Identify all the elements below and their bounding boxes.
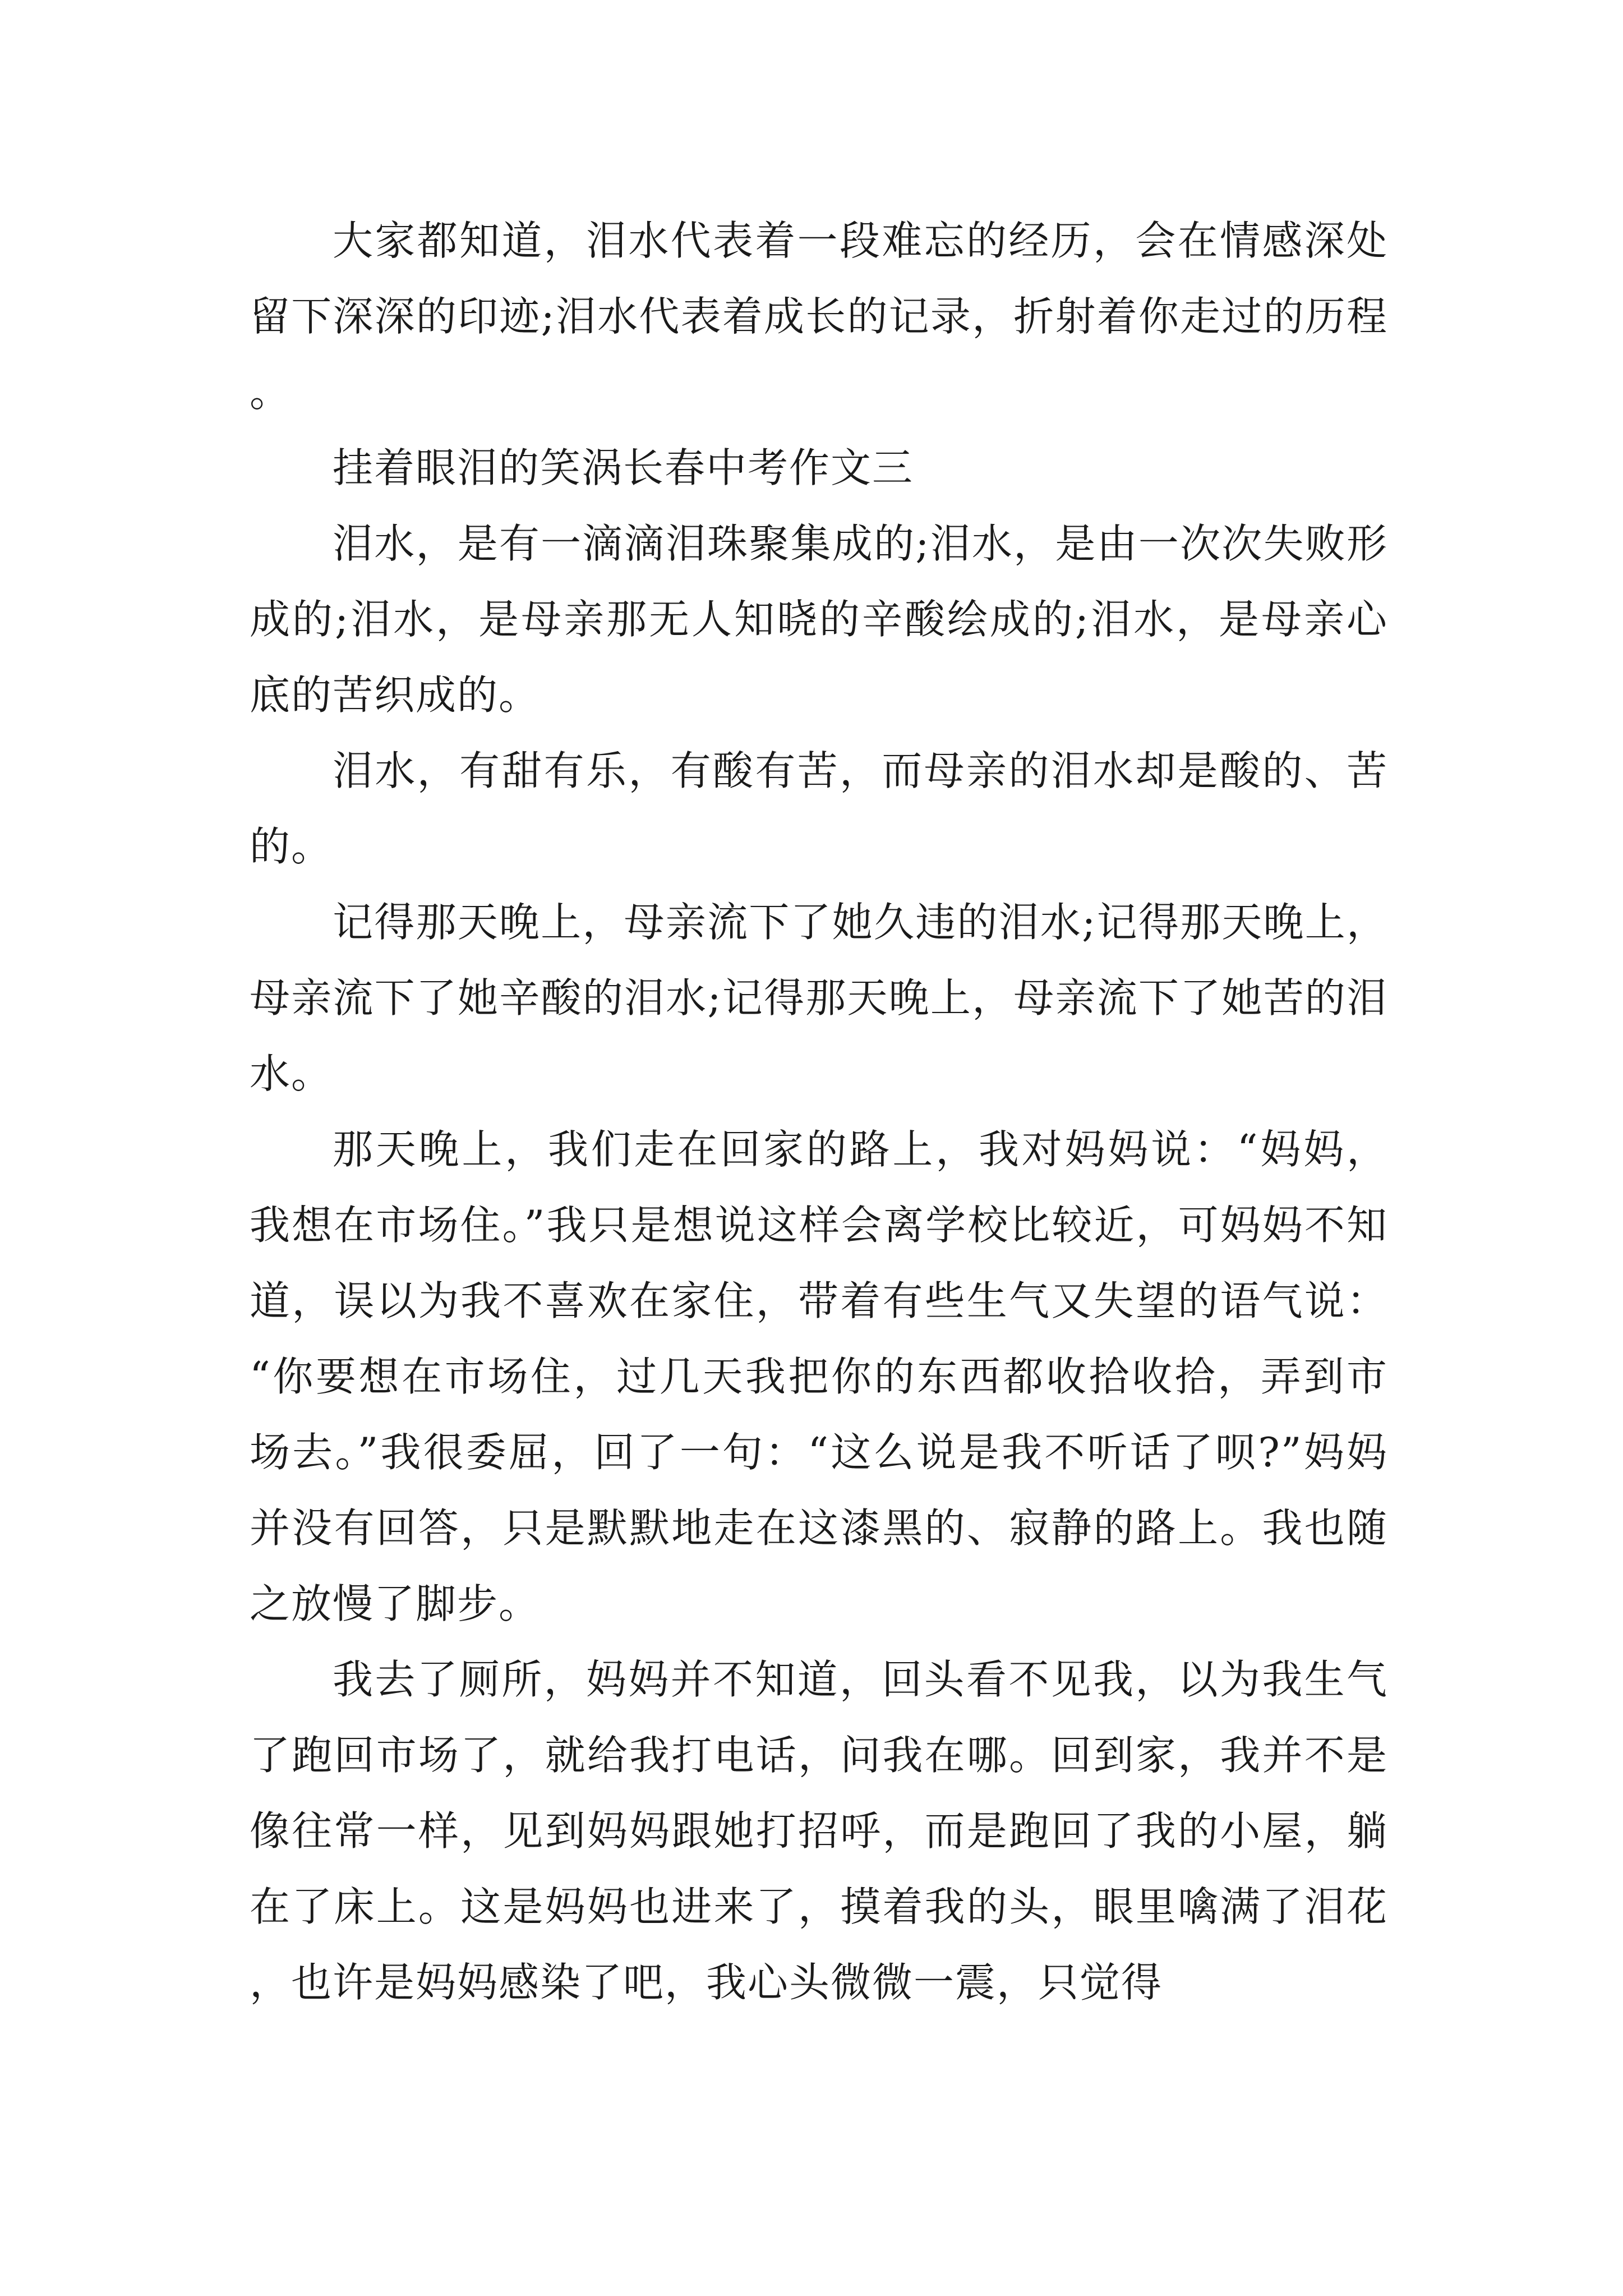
paragraph-2: 泪水，是有一滴滴泪珠聚集成的;泪水，是由一次次失败形成的;泪水，是母亲那无人知晓的辛酸绘成的;泪水，是母亲心底的苦织成的。 [250, 520, 1388, 719]
paragraph-1: 大家都知道，泪水代表着一段难忘的经历，会在情感深处留下深深的印迹;泪水代表着成长的记录，折射着你走过的历程。 [250, 217, 1388, 416]
essay-title: 挂着眼泪的笑涡长春中考作文三 [333, 444, 914, 491]
paragraph-6: 我去了厕所，妈妈并不知道，回头看不见我，以为我生气了跑回市场了，就给我打电话，问我在哪。回到家，我并不是像往常一样，见到妈妈跟她打招呼，而是跑回了我的小屋，躺在了床上。这是妈妈也进来了，摸着我的头，眼里噙满了泪花，也许是妈妈感染了吧，我心头微微一震，只觉得 [250, 1656, 1388, 2006]
paragraph-5: 那天晚上，我们走在回家的路上，我对妈妈说：“妈妈，我想在市场住。”我只是想说这样会离学校比较近，可妈妈不知道，误以为我不喜欢在家住，带着有些生气又失望的语气说：“你要想在市场住，过几天我把你的东西都收拾收拾，弄到市场去。”我很委屈，回了一句：“这么说是我不听话了呗?”妈妈并没有回答，只是默默地走在这漆黑的、寂静的路上。我也随之放慢了脚步。 [250, 1126, 1388, 1627]
document-body [250, 203, 1388, 2021]
paragraph-3: 泪水，有甜有乐，有酸有苦，而母亲的泪水却是酸的、苦的。 [250, 747, 1388, 870]
paragraph-4: 记得那天晚上，母亲流下了她久违的泪水;记得那天晚上，母亲流下了她辛酸的泪水;记得那天晚上，母亲流下了她苦的泪水。 [250, 899, 1388, 1097]
